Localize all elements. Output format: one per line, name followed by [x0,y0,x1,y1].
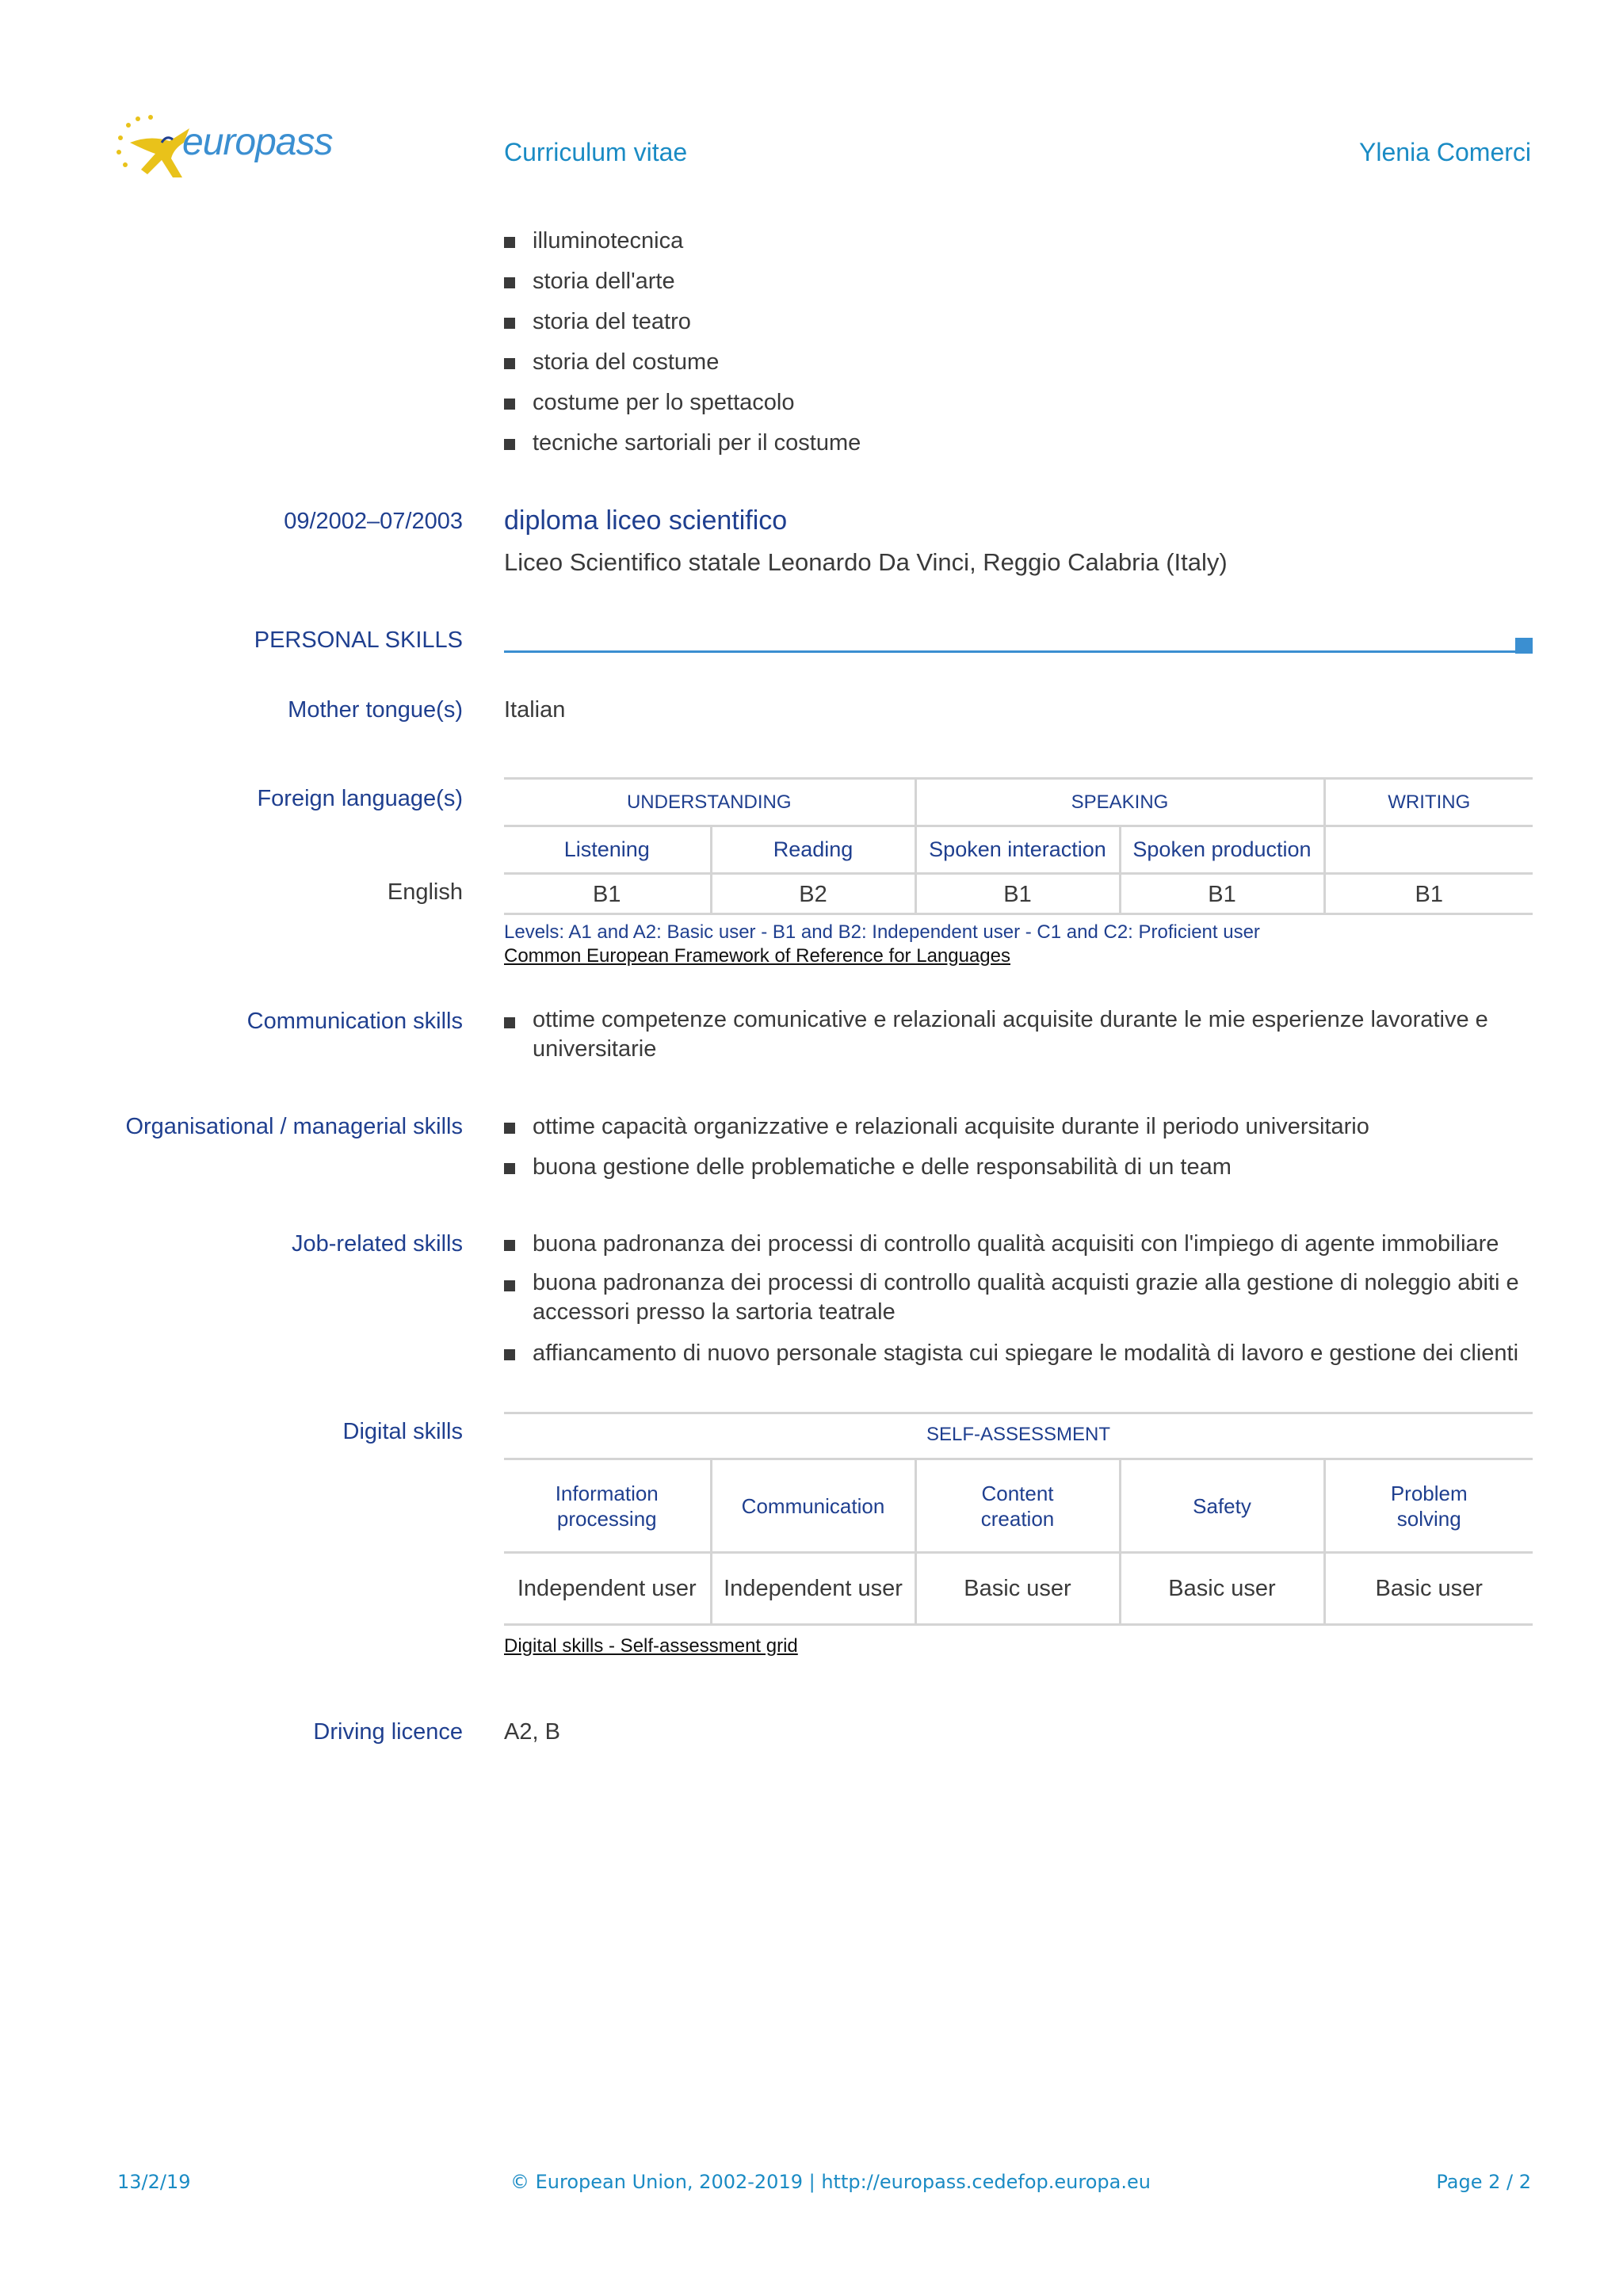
logo-wordmark: europass [182,121,333,163]
subheader-listening: Listening [504,827,711,872]
column-problem-solving: Problem solving [1324,1460,1533,1551]
communication-skills-label: Communication skills [246,1009,463,1034]
level-writing: B1 [1324,875,1533,914]
subheader-writing [1324,827,1533,872]
job-related-skills-label: Job-related skills [292,1231,463,1257]
education-institution: Liceo Scientifico statale Leonardo Da Vinci, Reggio Calabria (Italy) [504,548,1228,576]
self-assessment-header: SELF-ASSESSMENT [926,1424,1111,1445]
language-table [504,780,1533,914]
digital-skills-label: Digital skills [342,1419,463,1444]
level-spoken-interaction: B1 [915,875,1120,914]
footer-copyright: © European Union, 2002-2019 | http://europass.cedefop.europa.eu [510,2171,1151,2193]
footer-date: 13/2/19 [117,2171,191,2193]
column-safety: Safety [1120,1460,1324,1551]
column-information-processing: Information processing [504,1460,711,1551]
list-item: ottime competenze comunicative e relazionali acquisite durante le mie esperienze lavorative e universitarie [504,1009,1531,1064]
list-item: costume per lo spettacolo [504,390,794,416]
list-item: buona padronanza dei processi di controllo qualità acquisiti con l'impiego di agente immobiliare [504,1231,1499,1257]
foreign-languages-label: Foreign language(s) [257,786,463,811]
level-listening: B1 [504,875,711,914]
section-divider [504,650,1517,653]
driving-licence-label: Driving licence [313,1719,463,1745]
digital-skills-grid-link[interactable]: Digital skills - Self-assessment grid [504,1635,798,1657]
education-title: diploma liceo scientifico [504,505,788,536]
mother-tongue-value: Italian [504,697,566,723]
list-item: storia dell'arte [504,269,675,295]
candidate-name: Ylenia Comerci [1359,138,1531,166]
subheader-reading: Reading [711,827,915,872]
column-content-creation: Content creation [915,1460,1120,1551]
level-reading: B2 [711,875,915,914]
list-item: tecniche sartoriali per il costume [504,430,861,456]
digital-skills-table [504,1460,1533,1623]
list-item: storia del costume [504,349,719,376]
footer-page-number: Page 2 / 2 [1436,2171,1531,2193]
table-rule [504,1412,1533,1414]
value-communication: Independent user [711,1554,915,1623]
value-safety: Basic user [1120,1554,1324,1623]
cefr-link[interactable]: Common European Framework of Reference for Languages [504,945,1010,967]
value-information-processing: Independent user [504,1554,711,1623]
header-speaking: SPEAKING [915,780,1324,825]
list-item: buona gestione delle problematiche e delle responsabilità di un team [504,1154,1232,1180]
value-content-creation: Basic user [915,1554,1120,1623]
list-item: buona padronanza dei processi di controllo qualità acquisti grazie alla gestione di noleggio abiti e accessori presso la sartoria teatrale [504,1272,1531,1327]
mother-tongue-label: Mother tongue(s) [288,697,463,723]
list-item: ottime capacità organizzative e relazionali acquisite durante il periodo universitario [504,1114,1369,1140]
list-item: storia del teatro [504,309,691,335]
list-item: illuminotecnica [504,228,683,254]
list-item: affiancamento di nuovo personale stagista cui spiegare le modalità di lavoro e gestione dei clienti [504,1341,1518,1367]
organisational-skills-label: Organisational / managerial skills [125,1114,463,1139]
value-problem-solving: Basic user [1324,1554,1533,1623]
header-writing: WRITING [1324,780,1533,825]
levels-note: Levels: A1 and A2: Basic user - B1 and B2: Independent user - C1 and C2: Proficient user [504,921,1260,943]
table-rule [504,913,1533,915]
subheader-spoken-production: Spoken production [1120,827,1324,872]
table-rule [504,1623,1533,1626]
language-name: English [387,879,463,905]
section-divider-square [1515,638,1533,654]
education-dates: 09/2002–07/2003 [284,509,463,534]
subheader-spoken-interaction: Spoken interaction [915,827,1120,872]
header-understanding: UNDERSTANDING [504,780,915,825]
driving-licence-value: A2, B [504,1719,560,1745]
column-communication: Communication [711,1460,915,1551]
level-spoken-production: B1 [1120,875,1324,914]
europass-logo [114,111,336,182]
section-heading-personal-skills: PERSONAL SKILLS [254,627,463,653]
document-title: Curriculum vitae [504,138,688,166]
